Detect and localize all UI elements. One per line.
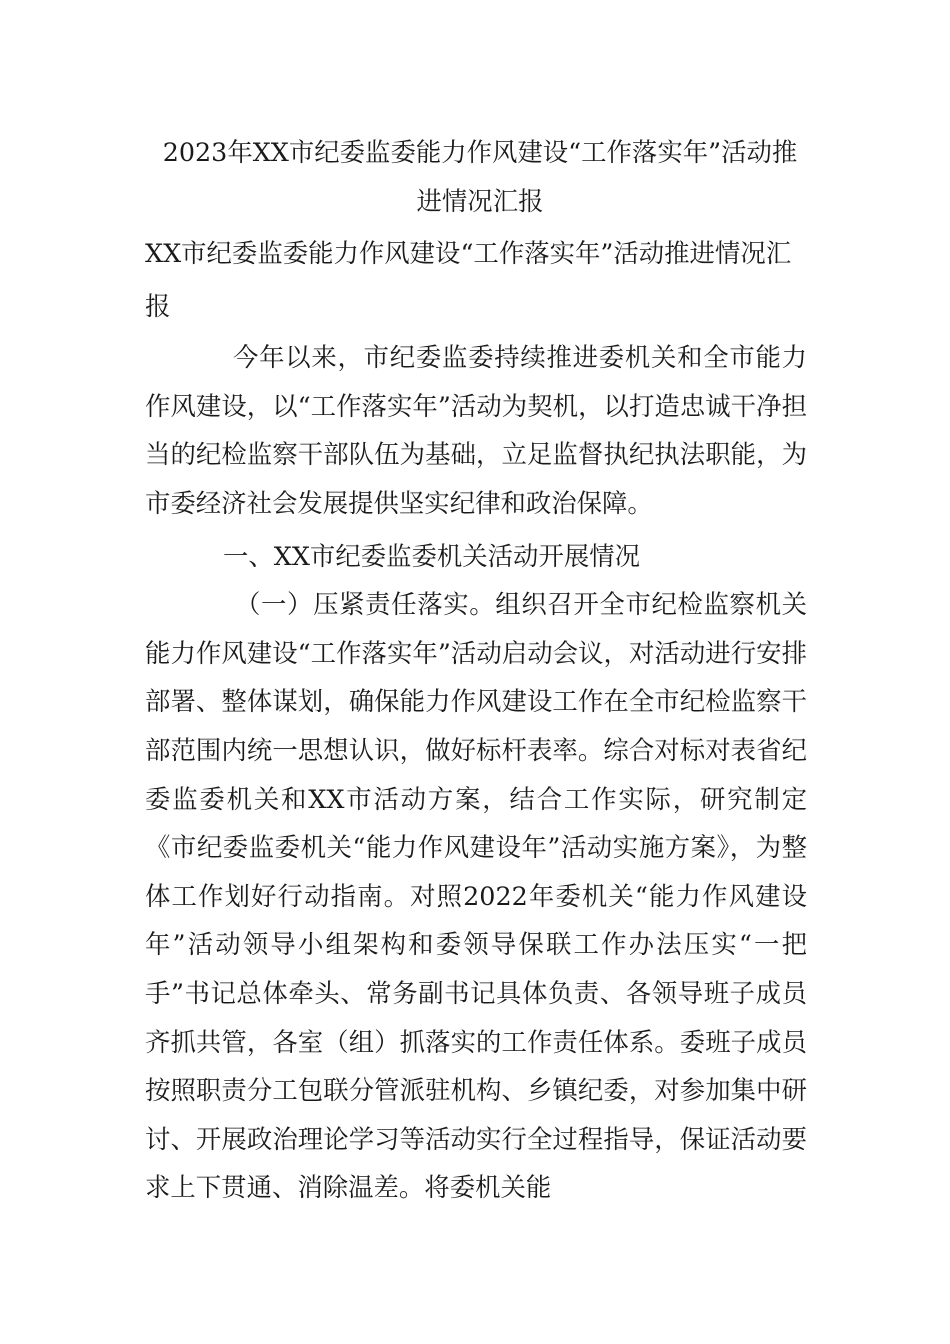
document-subtitle: XX市纪委监委能力作风建设“工作落实年”活动推进情况汇报 [145, 238, 792, 322]
intro-paragraph: 今年以来，市纪委监委持续推进委机关和全市能力作风建设，以“工作落实年”活动为契机，以打造忠诚干净担当的纪检监察干部队伍为基础，立足监督执纪执法职能，为市委经济社会发展提供坚实纪律和政治保障。 [145, 342, 807, 518]
section-heading: 一、XX市纪委监委机关活动开展情况 [223, 540, 641, 571]
document-title: 2023年XX市纪委监委能力作风建设“工作落实年”活动推进情况汇报 [162, 137, 798, 216]
body-paragraph: （一）压紧责任落实。组织召开全市纪检监察机关能力作风建设“工作落实年”活动启动会议，对活动进行安排部署、整体谋划，确保能力作风建设工作在全市纪检监察干部范围内统一思想认识，做好标杆表率。综合对标对表省纪委监委机关和XX市活动方案，结合工作实际，研究制定《市纪委监委机关“能力作风建设年”活动实施方案》，为整体工作划好行动指南。对照2022年委机关“能力作风建设年”活动领导小组架构和委领导保联工作办法压实“一把手”书记总体牵头、常务副书记具体负责、各领导班子成员齐抓共管，各室（组）抓落实的工作责任体系。委班子成员按照职责分工包联分管派驻机构、乡镇纪委，对参加集中研讨、开展政治理论学习等活动实行全过程指导，保证活动要求上下贯通、消除温差。将委机关能 [145, 589, 807, 1203]
document-body [145, 128, 807, 1212]
